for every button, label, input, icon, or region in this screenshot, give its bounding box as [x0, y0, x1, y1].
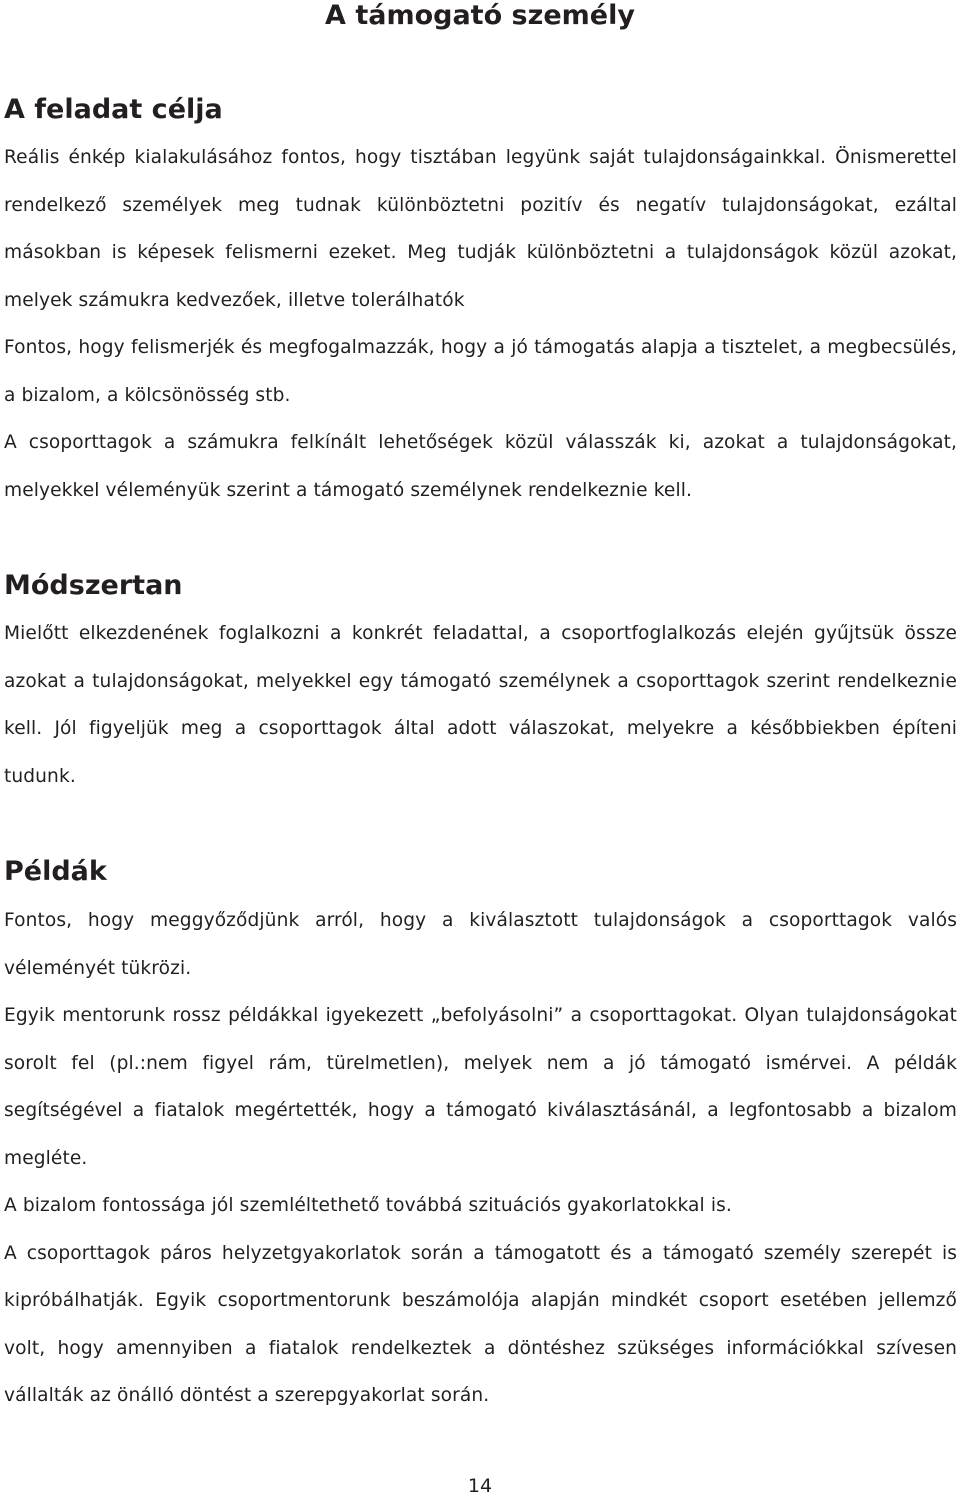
- paragraph: Egyik mentorunk rossz példákkal igyekezett „befolyásolni” a csoporttagokat. Olyan tulajdonságokat sorolt fel (pl.:nem figyel rám, türelmetlen), melyek nem a jó támogató ismérvei. A példák segítségével a fiatalok megértették, hogy a támogató kiválasztásánál, a legfontosabb a bizalom megléte.: [4, 1005, 957, 1169]
- section-heading-examples: Példák: [4, 856, 107, 887]
- page-number: 14: [467, 1475, 493, 1497]
- section-body-method: [4, 610, 957, 800]
- paragraph: Fontos, hogy meggyőződjünk arról, hogy a kiválasztott tulajdonságok a csoporttagok valós véleményét tükrözi.: [4, 910, 957, 979]
- section-heading-goal: A feladat célja: [4, 94, 223, 125]
- section-body-goal: [4, 134, 957, 514]
- section-heading-method: Módszertan: [4, 570, 183, 601]
- section-body-examples: [4, 897, 957, 1420]
- paragraph: Reális énkép kialakulásához fontos, hogy tisztában legyünk saját tulajdonságainkkal. Önismerettel rendelkező személyek meg tudnak különböztetni pozitív és negatív tulajdonságokat, ezáltal másokban is képesek felismerni ezeket. Meg tudják különböztetni a tulajdonságok közül azokat, melyek számukra kedvezőek, illetve tolerálhatók: [4, 147, 957, 311]
- page-title: A támogató személy: [325, 0, 635, 31]
- paragraph: A bizalom fontossága jól szemléltethető továbbá szituációs gyakorlatokkal is.: [4, 1195, 732, 1216]
- paragraph: A csoporttagok páros helyzetgyakorlatok során a támogatott és a támogató személy szerepét is kipróbálhatják. Egyik csoportmentorunk beszámolója alapján mindkét csoport esetében jellemző volt, hogy amennyiben a fiatalok rendelkeztek a döntéshez szükséges információkkal szívesen vállalták az önálló döntést a szerepgyakorlat során.: [4, 1242, 957, 1406]
- paragraph: Fontos, hogy felismerjék és megfogalmazzák, hogy a jó támogatás alapja a tisztelet, a megbecsülés, a bizalom, a kölcsönösség stb.: [4, 337, 957, 406]
- paragraph: A csoporttagok a számukra felkínált lehetőségek közül válasszák ki, azokat a tulajdonságokat, melyekkel véleményük szerint a támogató személynek rendelkeznie kell.: [4, 432, 957, 501]
- paragraph: Mielőtt elkezdenének foglalkozni a konkrét feladattal, a csoportfoglalkozás elején gyűjtsük össze azokat a tulajdonságokat, melyekkel egy támogató személynek a csoporttagok szerint rendelkeznie kell. Jól figyeljük meg a csoporttagok által adott válaszokat, melyekre a későbbiekben építeni tudunk.: [4, 623, 957, 787]
